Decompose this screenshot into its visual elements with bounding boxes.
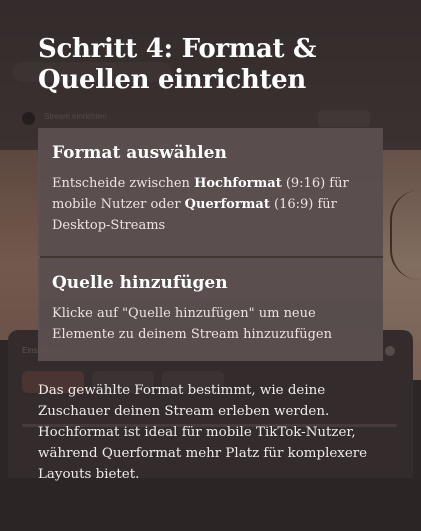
step-title: Schritt 4: Format & Quellen einrichten	[38, 34, 317, 95]
format-text-part: Entscheide zwischen	[52, 176, 195, 191]
format-card	[38, 128, 383, 256]
source-card	[38, 258, 383, 361]
format-card-text	[52, 173, 369, 236]
format-text-part: (9:16) für mobile Nutzer oder	[52, 176, 349, 212]
portrait-label: Hochformat	[194, 176, 282, 191]
format-text-part: (16:9) für Desktop-Streams	[52, 197, 337, 233]
summary-text: Das gewählte Format bestimmt, wie deine Zuschauer deinen Stream erleben werden. Hochformat ist ideal für mobile TikTok-Nutzer, während Querformat mehr Platz für komplexere Layouts bietet.	[38, 383, 368, 482]
landscape-label: Querformat	[184, 197, 270, 212]
source-card-text: Klicke auf "Quelle hinzufügen" um neue Elemente zu deinem Stream hinzuzufügen	[52, 306, 333, 342]
source-card-heading: Quelle hinzufügen	[52, 273, 228, 293]
format-card-heading: Format auswählen	[52, 143, 227, 163]
